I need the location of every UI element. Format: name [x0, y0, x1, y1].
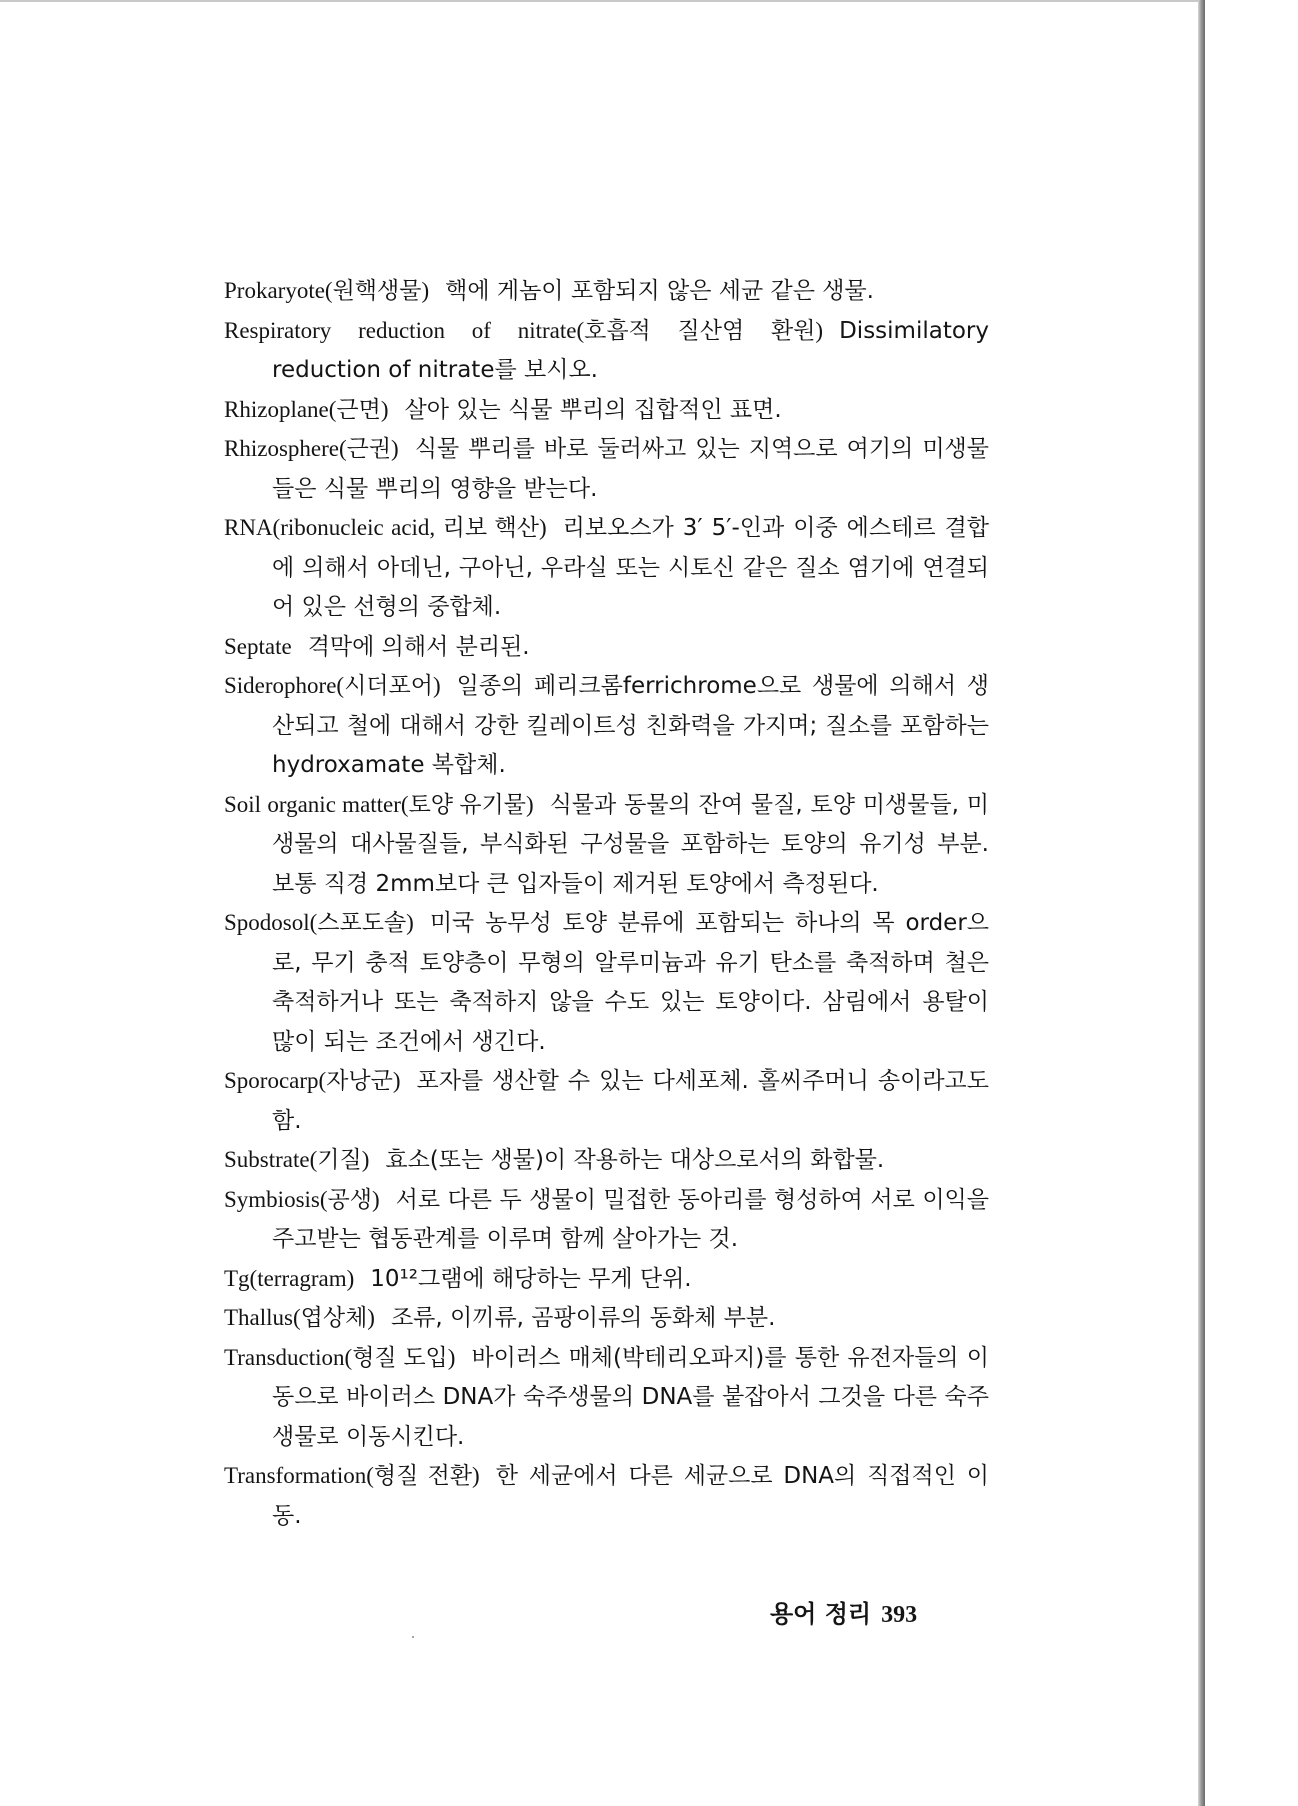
glossary-entry-respiratory-reduction [224, 311, 989, 390]
page-edge-shadow [1198, 0, 1205, 1806]
glossary-entry-symbiosis [224, 1180, 989, 1259]
glossary-entry-rna [224, 508, 989, 627]
term: Siderophore(시더포어) [224, 673, 441, 698]
definition: 10¹²그램에 해당하는 무게 단위. [370, 1265, 692, 1292]
definition: 식물과 동물의 잔여 물질, 토양 미생물들, 미생물의 대사물질들, 부식화된 구성물을 포함하는 토양의 유기성 부분. 보통 직경 2mm보다 큰 입자들이 제거된 토양에서 측정된다. [272, 791, 989, 897]
definition: 리보오스가 3′ 5′-인과 이중 에스테르 결합에 의해서 아데닌, 구아닌, 우라실 또는 시토신 같은 질소 염기에 연결되어 있은 선형의 중합체. [272, 515, 990, 620]
glossary-entry-soil-organic-matter [224, 785, 989, 904]
glossary-entry-substrate [224, 1140, 989, 1180]
glossary-entry-transformation [224, 1456, 989, 1535]
glossary-entry-sporocarp [224, 1061, 989, 1140]
definition: 한 세균에서 다른 세균으로 DNA의 직접적인 이동. [272, 1463, 989, 1529]
glossary-entry-thallus [224, 1298, 989, 1338]
term: Transformation(형질 전환) [224, 1463, 480, 1488]
footer-section-title: 용어 정리 [770, 1600, 872, 1628]
glossary-list [224, 271, 989, 1535]
definition: 식물 뿌리를 바로 둘러싸고 있는 지역으로 여기의 미생물들은 식물 뿌리의 영향을 받는다. [272, 436, 989, 502]
term: Rhizoplane(근면) [224, 396, 389, 422]
page-footer [770, 1594, 917, 1629]
glossary-entry-tg [224, 1259, 989, 1299]
definition: 조류, 이끼류, 곰팡이류의 동화체 부분. [390, 1305, 776, 1331]
glossary-entry-rhizoplane [224, 390, 989, 430]
term: Symbiosis(공생) [224, 1186, 380, 1212]
scan-speck [412, 1636, 414, 1638]
term: Substrate(기질) [224, 1147, 370, 1172]
definition: 핵에 게놈이 포함되지 않은 세균 같은 생물. [445, 278, 874, 304]
definition: 일종의 페리크롬ferrichrome으로 생물에 의해서 생산되고 철에 대해서 강한 킬레이트성 친화력을 가지며; 질소를 포함하는 hydroxamate 복합체. [272, 673, 989, 778]
term: Tg(terragram) [224, 1265, 355, 1291]
definition: 포자를 생산할 수 있는 다세포체. 홀씨주머니 송이라고도 함. [272, 1068, 989, 1134]
glossary-entry-septate [224, 627, 989, 667]
page-number: 393 [881, 1602, 918, 1628]
term: Spodosol(스포도솔) [224, 910, 414, 935]
glossary-entry-spodosol [224, 903, 989, 1061]
definition: 바이러스 매체(박테리오파지)를 통한 유전자들의 이동으로 바이러스 DNA가 숙주생물의 DNA를 붙잡아서 그것을 다른 숙주생물로 이동시킨다. [272, 1344, 989, 1450]
term: Prokaryote(원핵생물) [224, 278, 430, 303]
term: Respiratory reduction of nitrate(호흡적 질산염 환원) [224, 317, 824, 343]
definition: 살아 있는 식물 뿌리의 집합적인 표면. [404, 396, 782, 423]
term: Transduction(형질 도입) [224, 1344, 456, 1370]
term: RNA(ribonucleic acid, 리보 핵산) [224, 515, 547, 540]
glossary-entry-transduction [224, 1338, 989, 1457]
term: Soil organic matter(토양 유기물) [224, 791, 534, 817]
page-top-border [0, 0, 1201, 2]
term: Septate [224, 633, 292, 659]
definition: 효소(또는 생물)이 작용하는 대상으로서의 화합물. [385, 1147, 885, 1173]
definition: 서로 다른 두 생물이 밀접한 동아리를 형성하여 서로 이익을 주고받는 협동관계를 이루며 함께 살아가는 것. [272, 1186, 989, 1252]
glossary-entry-siderophore [224, 666, 989, 785]
glossary-entry-rhizosphere [224, 429, 989, 508]
definition: 격막에 의해서 분리된. [307, 633, 530, 660]
definition: 미국 농무성 토양 분류에 포함되는 하나의 목 order으로, 무기 충적 토양층이 무형의 알루미늄과 유기 탄소를 축적하며 철은 축적하거나 또는 축적하지 않을 수도 있는 토양이다. 삼림에서 용탈이 많이 되는 조건에서 생긴다. [272, 910, 989, 1055]
term: Sporocarp(자낭군) [224, 1068, 401, 1093]
term: Rhizosphere(근권) [224, 436, 399, 461]
definition: Dissimilatory reduction of nitrate를 보시오. [272, 317, 989, 383]
glossary-entry-prokaryote [224, 271, 989, 311]
term: Thallus(엽상체) [224, 1305, 375, 1330]
